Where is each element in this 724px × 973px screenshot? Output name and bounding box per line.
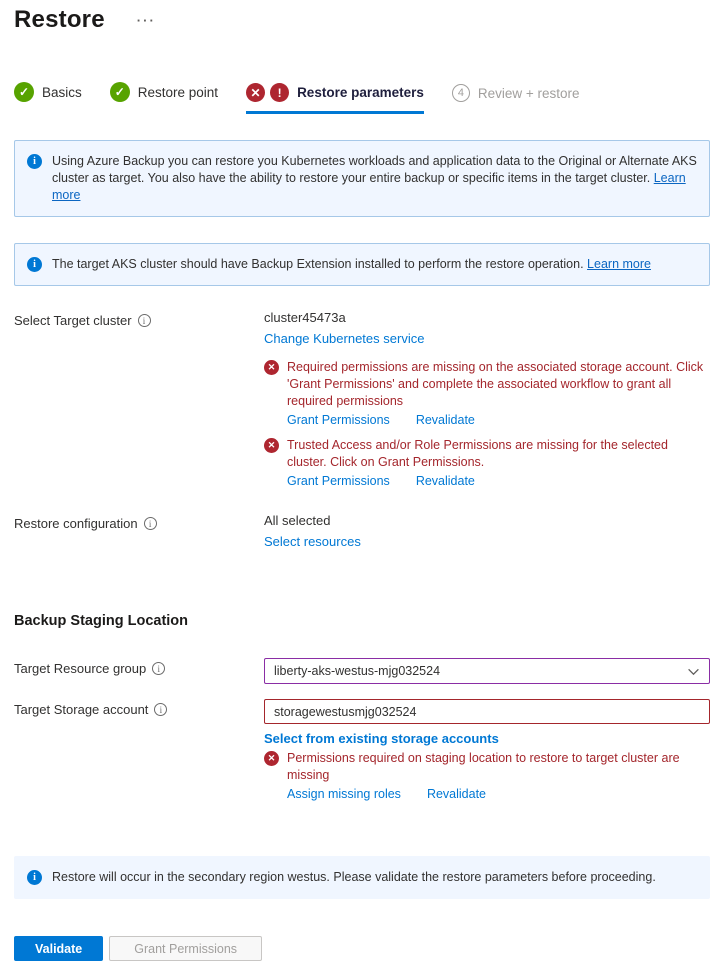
banner-text-body: The target AKS cluster should have Backup Extension installed to perform the restore operation. [52, 257, 584, 271]
label-text: Restore configuration [14, 516, 138, 531]
grant-permissions-link[interactable]: Grant Permissions [287, 413, 390, 427]
row-target-resource-group [14, 658, 710, 684]
select-resources-link[interactable]: Select resources [264, 534, 361, 549]
page-header [14, 0, 710, 34]
check-circle-icon: ✓ [110, 82, 130, 102]
select-existing-storage-accounts-link[interactable]: Select from existing storage accounts [264, 731, 499, 746]
revalidate-link[interactable]: Revalidate [426, 787, 487, 801]
revalidate-link[interactable]: Revalidate [415, 413, 475, 427]
target-resource-group-value-col [264, 658, 710, 684]
validate-button[interactable]: Validate [14, 936, 103, 961]
more-actions-icon[interactable]: ··· [136, 12, 156, 28]
backup-staging-location-heading: Backup Staging Location [14, 613, 189, 629]
banner-text-body: Using Azure Backup you can restore you Kubernetes workloads and application data to the Original or Alternate AKS cluster as target. You also have the ability to restore your entire backup or specific items in the target cluster. [52, 154, 697, 185]
error-text: Required permissions are missing on the associated storage account. Click 'Grant Permissions' and complete the associated workflow to grant all required permissions [287, 360, 704, 408]
page-title: Restore [14, 6, 105, 33]
error-staging-permissions [264, 750, 710, 803]
error-x-circle-icon: ✕ [264, 751, 279, 766]
target-cluster-value: cluster45473a [264, 310, 346, 325]
row-target-cluster [14, 310, 710, 490]
footer-buttons [14, 936, 710, 973]
error-x-circle-icon: ✕ [264, 438, 279, 453]
target-storage-account-input[interactable] [264, 699, 710, 724]
check-circle-icon: ✓ [14, 82, 34, 102]
info-banner-secondary-region [14, 856, 710, 899]
row-restore-configuration [14, 513, 710, 549]
error-storage-permissions [264, 359, 710, 429]
banner-text [52, 153, 697, 204]
tab-restore-parameters[interactable] [246, 83, 424, 114]
tab-label: Review + restore [477, 85, 580, 101]
tab-label: Restore parameters [297, 85, 424, 100]
revalidate-link[interactable]: Revalidate [415, 474, 475, 488]
grant-permissions-button[interactable]: Grant Permissions [109, 936, 262, 961]
info-icon: i [27, 870, 42, 885]
input-value: storagewestusmjg032524 [274, 704, 417, 719]
error-text: Permissions required on staging location to restore to target cluster are missing [287, 751, 680, 782]
target-cluster-value-col [264, 310, 710, 490]
tab-label: Basics [42, 84, 82, 100]
tab-basics[interactable] [14, 82, 82, 114]
info-tooltip-icon[interactable]: i [144, 517, 157, 530]
info-icon: i [27, 257, 42, 272]
tab-review-restore[interactable] [452, 84, 580, 114]
grant-permissions-link[interactable]: Grant Permissions [287, 474, 390, 488]
row-target-storage-account [14, 699, 710, 803]
restore-configuration-label [14, 513, 264, 531]
target-resource-group-label [14, 658, 264, 676]
label-text: Select Target cluster [14, 313, 132, 328]
info-banner-backup-extension [14, 243, 710, 286]
step-number-icon: 4 [452, 84, 470, 102]
learn-more-link[interactable]: Learn more [587, 257, 651, 271]
error-trusted-access [264, 437, 710, 490]
tab-label: Restore point [137, 84, 219, 100]
error-x-circle-icon: ✕ [246, 83, 265, 102]
info-tooltip-icon[interactable]: i [154, 703, 167, 716]
chevron-down-icon [687, 665, 700, 678]
target-storage-account-label [14, 699, 264, 717]
learn-more-link[interactable]: Learn more [52, 171, 686, 202]
wizard-tabs [14, 82, 710, 114]
label-text: Target Storage account [14, 702, 149, 717]
restore-configuration-value-col [264, 513, 710, 549]
dropdown-selected-value: liberty-aks-westus-mjg032524 [274, 664, 441, 678]
change-kubernetes-service-link[interactable]: Change Kubernetes service [264, 331, 425, 346]
info-tooltip-icon[interactable]: i [152, 662, 165, 675]
label-text: Target Resource group [14, 661, 147, 676]
target-storage-account-value-col [264, 699, 710, 803]
tab-restore-point[interactable] [110, 82, 218, 114]
info-icon: i [27, 154, 42, 169]
info-banner-azure-backup [14, 140, 710, 217]
assign-missing-roles-link[interactable]: Assign missing roles [287, 787, 401, 801]
info-tooltip-icon[interactable]: i [138, 314, 151, 327]
error-x-circle-icon: ✕ [264, 360, 279, 375]
error-exclamation-circle-icon: ! [270, 83, 289, 102]
target-cluster-label [14, 310, 264, 328]
restore-configuration-value: All selected [264, 513, 331, 528]
banner-text: Restore will occur in the secondary region westus. Please validate the restore parameters before proceeding. [52, 870, 656, 884]
error-text: Trusted Access and/or Role Permissions are missing for the selected cluster. Click on Grant Permissions. [287, 438, 668, 469]
target-resource-group-dropdown[interactable] [264, 658, 710, 684]
banner-text [52, 256, 651, 273]
